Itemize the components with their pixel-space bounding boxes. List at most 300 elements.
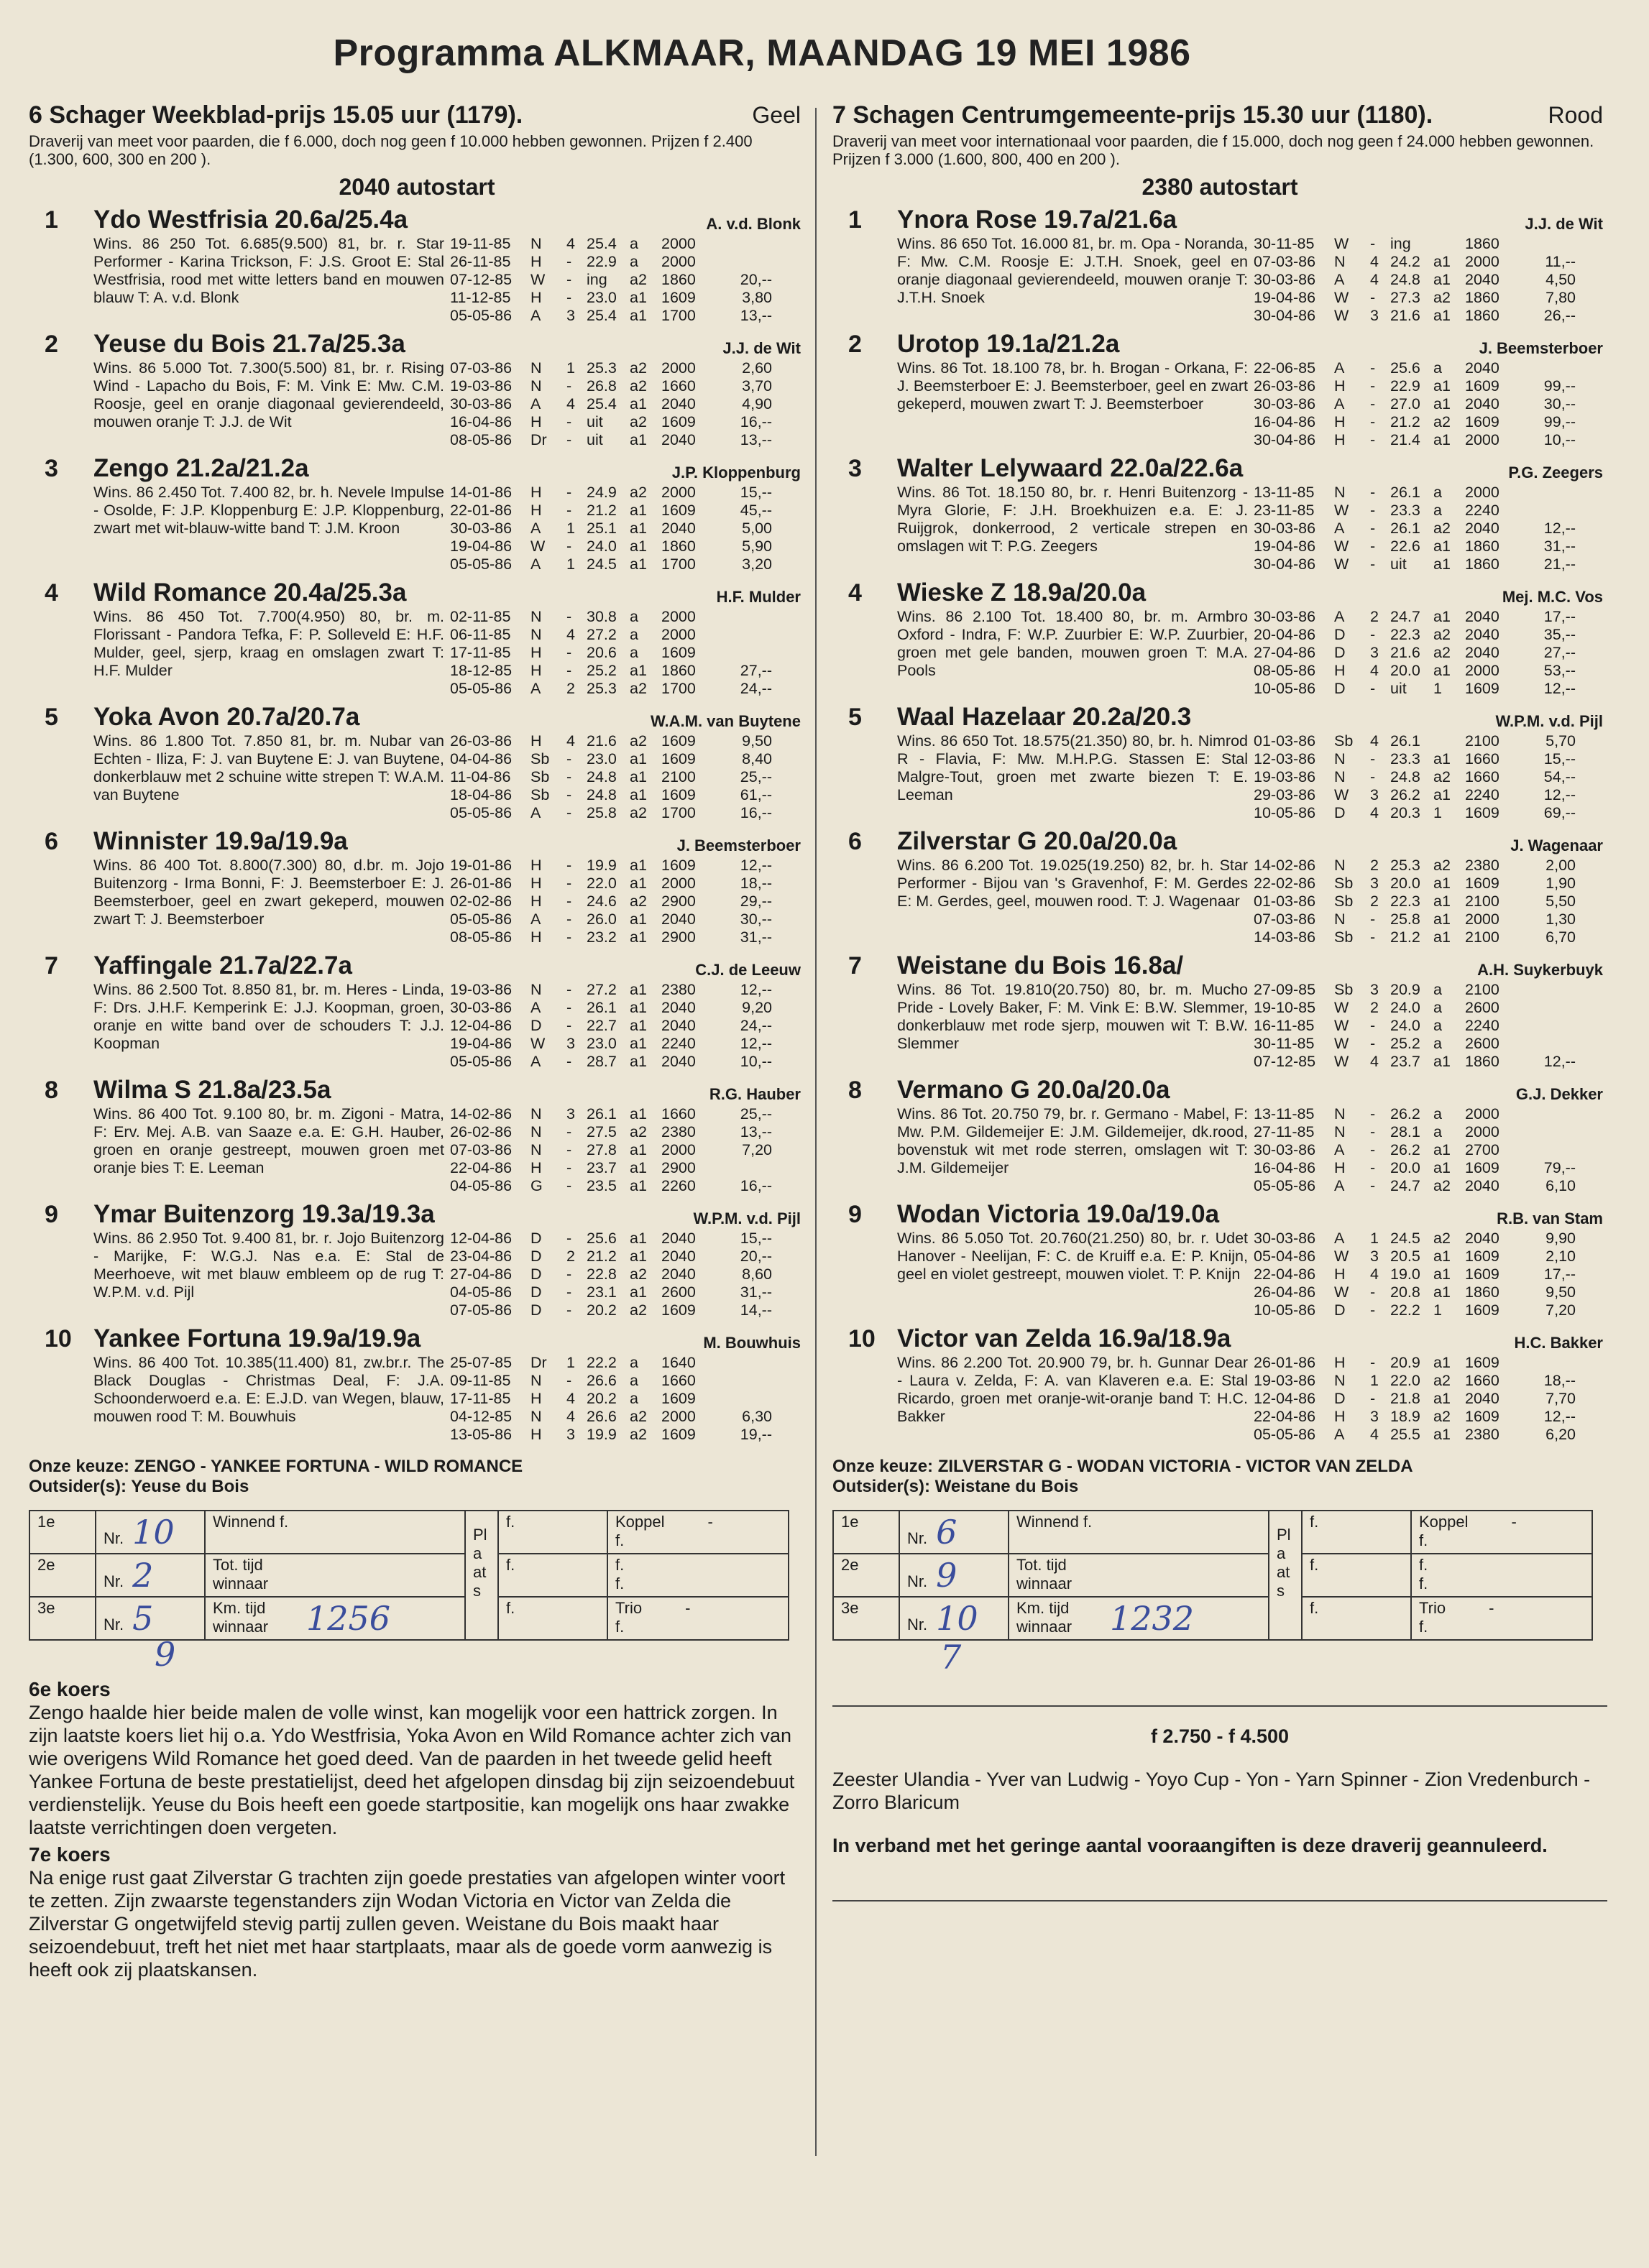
form-cell: - [1370,626,1376,643]
form-cell: - [566,431,572,448]
form-cell: - [1370,235,1376,252]
horse-form [450,484,805,573]
form-cell: a1 [630,1053,647,1070]
form-cell: 20.0 [1390,1159,1420,1176]
form-cell: 25.4 [587,307,617,324]
form-cell: N [1334,1123,1346,1140]
form-cell: 7,70 [1545,1390,1576,1407]
race-7-title: 7 Schagen Centrumgemeente-prijs 15.30 uur (1180). [832,101,1433,129]
form-cell: 04-05-86 [450,1177,513,1194]
form-row [1254,235,1607,253]
form-cell: a1 [1433,377,1451,395]
form-cell: - [566,750,572,767]
form-cell: A [1334,1177,1345,1194]
race-7-description: Draverij van meet voor internationaal voor paarden, die f 15.000, doch nog geen f 24.000 hebben gewonnen. Prijzen f 3.000 (1.600, 800, 400 en 200 ). [832,132,1594,168]
form-cell: a1 [1433,1283,1451,1301]
form-cell: - [566,271,572,288]
form-cell: 25.6 [1390,359,1420,377]
plaats-value-cell: f. [1302,1511,1411,1554]
form-cell: 2000 [661,875,696,892]
form-cell: a1 [630,307,647,324]
form-cell: 45,-- [740,502,772,519]
form-cell: 31,-- [740,928,772,946]
form-cell: 2 [566,1248,575,1265]
form-cell: N [530,608,542,625]
form-cell: 26.2 [1390,1141,1420,1158]
form-row [450,928,805,946]
nr-label: Nr. [104,1572,124,1590]
horse-entry [832,329,1607,449]
horse-trainer: W.P.M. v.d. Pijl [693,1209,801,1227]
handwritten-km-time: 1256 [306,1599,391,1638]
form-cell: 1609 [661,413,696,430]
form-cell: 16-04-86 [450,413,513,430]
form-row [450,235,805,253]
number-cell [96,1597,205,1640]
form-row [450,431,805,449]
form-cell: 19.0 [1390,1266,1420,1283]
form-cell: a1 [630,395,647,412]
form-cell: 30,-- [1543,395,1576,412]
form-cell: - [566,253,572,270]
form-cell: - [566,1123,572,1140]
form-cell: 1700 [661,556,696,573]
form-cell: - [1370,520,1376,537]
form-cell: 25.4 [587,235,617,252]
form-cell: a [1433,1105,1442,1123]
form-cell: 21.6 [1390,307,1420,324]
form-cell: 04-04-86 [450,750,513,767]
form-row [1254,1372,1607,1390]
form-cell: 4 [566,732,575,750]
form-cell: 2,10 [1545,1248,1576,1265]
form-cell: 23.0 [587,1035,617,1052]
horse-form [450,608,805,698]
form-cell: 31,-- [740,1283,772,1301]
handwritten-number: 10 [936,1599,978,1638]
form-cell: 17-11-85 [450,644,511,661]
form-cell: 30-03-86 [450,520,513,537]
form-cell: 23.5 [587,1177,617,1194]
form-cell: Sb [1334,928,1354,946]
form-cell: a1 [1433,556,1451,573]
horse-info: Wins. 86 Tot. 19.810(20.750) 80, br. m. Mucho Pride - Lovely Baker, F: M. Vink E: B.W. Slemmer, donkerblauw met rode sjerp, mouwen wit T: B.W. Slemmer [897,981,1248,1052]
form-cell: 20.3 [1390,804,1420,821]
form-cell: 4 [1370,732,1379,750]
form-cell: 30-03-86 [450,999,513,1016]
horse-name: Winnister 19.9a/19.9a [93,827,348,855]
form-cell: 1860 [1465,289,1499,306]
form-cell: 2,00 [1545,857,1576,874]
plaats-value-cell: f. [1302,1597,1411,1640]
race-6-choice: Onze keuze: ZENGO - YANKEE FORTUNA - WILD ROMANCE [29,1457,523,1476]
form-row [450,502,805,520]
horse-form [450,359,805,449]
form-cell: W [1334,235,1349,252]
horse-name: Yeuse du Bois 21.7a/25.3a [93,330,405,358]
form-cell: 1,30 [1545,911,1576,928]
form-cell: uit [1390,556,1407,573]
form-cell: 24.6 [587,893,617,910]
form-cell: W [530,271,546,288]
horse-details [897,608,1607,698]
form-cell: a2 [630,1266,647,1283]
form-cell: a1 [630,556,647,573]
form-cell: 2000 [661,626,696,643]
horse-number: 3 [848,455,862,482]
result-table [29,1510,789,1641]
horse-entry [832,826,1607,946]
form-cell: ing [1390,235,1411,252]
form-cell: 12,-- [740,981,772,998]
horse-form [450,1230,805,1319]
form-cell: 04-12-85 [450,1408,513,1425]
form-cell: a1 [630,911,647,928]
form-cell: 1860 [1465,538,1499,555]
form-row [1254,1141,1607,1159]
form-cell: 5,50 [1545,893,1576,910]
race-6-outsider: Outsider(s): Yeuse du Bois [29,1477,249,1496]
form-cell: 19-11-85 [450,235,511,252]
cancel-notice: In verband met het geringe aantal vooraangiften is deze draverij geannuleerd. [832,1835,1548,1856]
race-7-horse-list [832,205,1607,1444]
form-cell: 2 [566,680,575,697]
form-cell: 1609 [661,289,696,306]
form-cell: 21.4 [1390,431,1420,448]
form-row [450,999,805,1017]
bet-cell [1411,1597,1592,1640]
form-cell: D [530,1266,542,1283]
horse-form [450,1105,805,1195]
form-cell: a [630,1354,638,1371]
horse-trainer: G.J. Dekker [1515,1085,1603,1103]
form-cell [722,1390,772,1408]
form-cell: 1 [566,556,575,573]
form-row [1254,875,1607,893]
horse-details [897,1230,1607,1319]
form-cell: - [1370,289,1376,306]
form-row [450,307,805,325]
form-cell: 24.7 [1390,1177,1420,1194]
form-cell: 25.8 [1390,911,1420,928]
form-cell: 1 [1433,1301,1442,1319]
form-cell: 2600 [661,1283,696,1301]
form-cell: 30-03-86 [1254,608,1316,625]
form-cell: 22-04-86 [450,1159,513,1176]
form-cell: 1860 [1465,556,1499,573]
horse-trainer: Mej. M.C. Vos [1502,588,1603,606]
form-cell: 30-11-85 [1254,1035,1315,1052]
form-cell: 2040 [661,395,696,412]
form-row [1254,608,1607,626]
form-cell: 24.5 [1390,1230,1420,1247]
form-row [1254,1301,1607,1319]
horse-name: Zengo 21.2a/21.2a [93,454,309,482]
horse-details [897,732,1607,822]
form-cell: a1 [1433,1266,1451,1283]
bet-dash: - [685,1599,691,1617]
form-cell: 1609 [1465,804,1499,821]
form-cell: a1 [1433,1390,1451,1407]
bet-cell [1411,1554,1592,1597]
form-cell: 12,-- [1543,680,1576,697]
result-row [833,1511,1592,1554]
form-cell: a2 [630,1123,647,1140]
horse-trainer: R.G. Hauber [709,1085,801,1103]
horse-entry [832,205,1607,325]
form-cell: 01-03-86 [1254,893,1316,910]
form-cell: - [566,377,572,395]
form-cell: a1 [1433,395,1451,412]
form-cell: 24.2 [1390,253,1420,270]
form-cell: 6,20 [1545,1426,1576,1443]
form-cell: H [530,1159,542,1176]
form-row [1254,662,1607,680]
form-cell: a [1433,981,1442,998]
form-cell: - [566,1141,572,1158]
form-cell: 08-05-86 [450,928,513,946]
form-cell: 14-02-86 [450,1105,513,1123]
form-cell: a1 [1433,1159,1451,1176]
bet-cell [1411,1511,1592,1554]
form-cell [1525,359,1576,377]
form-cell: 2600 [1465,1035,1499,1052]
form-cell: uit [587,431,603,448]
form-cell [1525,981,1576,999]
form-row [1254,1105,1607,1123]
form-cell: 30,-- [740,911,772,928]
form-row [1254,804,1607,822]
form-cell: - [1370,911,1376,928]
form-row [1254,857,1607,875]
form-cell: a1 [1433,1354,1451,1371]
form-cell: 25.2 [1390,1035,1420,1052]
form-cell: H [530,644,542,661]
form-cell: N [1334,1105,1346,1123]
form-row [1254,644,1607,662]
form-row [450,520,805,538]
form-cell: 22.7 [587,1017,617,1034]
form-cell: 2040 [1465,1390,1499,1407]
form-cell: 26.1 [587,999,617,1016]
form-cell: - [566,502,572,519]
form-cell: H [1334,1408,1346,1425]
race-7-note: Na enige rust gaat Zilverstar G trachten zijn goede prestaties van afgelopen winter voort te zetten. Zijn zwaarste tegenstanders zijn Wodan Victoria en Victor van Zelda die Zilverstar G ongetwijfeld stevig partij zullen geven. Weistane du Bois maakt haar seizoendebuut, treft het niet met haar startplaats, maar als de goede vorm aanwezig is heeft ook zij plaatskansen. [29,1867,786,1981]
form-cell: 2040 [661,1248,696,1265]
form-cell: 2000 [1465,1123,1499,1140]
form-cell [1433,732,1465,750]
form-cell: Dr [530,431,547,448]
form-cell: 20.2 [587,1301,617,1319]
horse-trainer: M. Bouwhuis [703,1334,801,1352]
form-cell: a1 [1433,662,1451,679]
form-cell: 4 [1370,804,1379,821]
form-cell: 2100 [1465,893,1499,910]
form-cell: 30-03-86 [1254,520,1316,537]
form-cell: 2000 [661,253,696,270]
form-row [450,893,805,911]
form-cell: 17-11-85 [450,1390,511,1407]
label-cell [1009,1554,1269,1597]
form-cell: a1 [1433,608,1451,625]
form-cell: 2900 [661,928,696,946]
form-cell: 19-04-86 [450,538,513,555]
form-cell: - [566,1053,572,1070]
horse-number: 8 [45,1077,58,1104]
form-cell: a1 [1433,750,1451,767]
form-cell: Sb [1334,981,1354,998]
horse-info: Wins. 86 250 Tot. 6.685(9.500) 81, br. r. Star Performer - Karina Trickson, F: J.S. Groot E: Stal Westfrisia, rood met witte letters band en mouwen blauw T: A. v.d. Blonk [93,235,444,306]
form-cell: 25.1 [587,520,617,537]
form-cell: 3,70 [742,377,772,395]
form-cell: 19-03-86 [450,981,513,998]
form-cell: 22-02-86 [1254,875,1316,892]
form-cell: a2 [1433,289,1451,306]
horse-number: 6 [45,828,58,855]
form-cell: 11-12-85 [450,289,511,306]
form-row [1254,289,1607,307]
form-cell: 2000 [1465,431,1499,448]
horse-info: Wins. 86 2.200 Tot. 20.900 79, br. h. Gunnar Dear - Laura v. Zelda, F: A. van Klaveren e.a. E: Stal Ricardo, groen met oranje-wit-oranje band T: H.C. Bakker [897,1354,1248,1425]
form-cell: A [530,556,541,573]
form-cell: 16-04-86 [1254,413,1316,430]
horse-form [1254,484,1607,573]
form-cell: 1660 [661,1372,696,1389]
form-cell: a2 [630,484,647,501]
result-row [833,1597,1592,1640]
horse-number: 5 [848,704,862,731]
form-cell: uit [1390,680,1407,697]
form-cell: - [566,857,572,874]
form-cell: 2040 [661,520,696,537]
race-6-handwritten-extra: 9 [155,1635,176,1674]
form-cell: a2 [1433,644,1451,661]
form-cell: 22.9 [1390,377,1420,395]
form-cell [722,626,772,644]
form-cell: 07-03-86 [1254,911,1316,928]
form-cell: 12,-- [1543,1053,1576,1070]
form-row [1254,1283,1607,1301]
form-cell: 30.8 [587,608,617,625]
handwritten-number: 9 [936,1556,957,1595]
form-cell: a1 [1433,253,1451,270]
form-cell: 27-09-85 [1254,981,1316,998]
form-cell: - [1370,1354,1376,1371]
form-cell: N [530,981,542,998]
form-cell: 2 [1370,999,1379,1016]
form-row [1254,538,1607,556]
form-row [450,1426,805,1444]
horse-info: Wins. 86 2.100 Tot. 18.400 80, br. m. Armbro Oxford - Indra, F: W.P. Zuurbier E: W.P. Zuurbier, groen met gele banden, mouwen groen T: M.A. Pools [897,608,1248,679]
form-cell: 12-04-86 [1254,1390,1316,1407]
form-cell: 1609 [1465,413,1499,430]
horse-info: Wins. 86 2.500 Tot. 8.850 81, br. m. Heres - Linda, F: Drs. J.H.F. Kemperink E: J.J. Koopman, groen, oranje en witte band over de schouders T: J.J. Koopman [93,981,444,1052]
form-cell: A [1334,1426,1345,1443]
form-cell: 2000 [661,484,696,501]
race-6-distance: 2040 autostart [339,174,495,200]
horse-number: 10 [848,1325,876,1352]
form-cell: 26-01-86 [1254,1354,1316,1371]
form-cell: W [1334,1035,1349,1052]
form-cell: - [1370,538,1376,555]
form-cell: a [1433,484,1442,501]
form-cell: a1 [630,786,647,803]
form-cell: 2380 [1465,857,1499,874]
horse-details [93,732,805,822]
form-cell: 19-04-86 [450,1035,513,1052]
horse-info: Wins. 86 650 Tot. 16.000 81, br. m. Opa - Noranda, F: Mw. C.M. Roosje E: J.T.H. Snoek, geel en oranje diagonaal gevierendeeld, mouwen oranje T: J.T.H. Snoek [897,235,1248,306]
form-cell: 1,90 [1545,875,1576,892]
form-cell: 3 [1370,307,1379,324]
form-cell [1525,1123,1576,1141]
form-cell: G [530,1177,543,1194]
form-cell: 12,-- [1543,1408,1576,1425]
form-cell: 25.3 [1390,857,1420,874]
form-cell: 2 [1370,608,1379,625]
form-cell: ing [587,271,607,288]
form-cell: 22.0 [1390,1372,1420,1389]
horse-number: 4 [848,579,862,607]
form-cell: 1860 [1465,235,1499,252]
form-cell: D [1334,1390,1346,1407]
horse-details [897,1105,1607,1195]
form-cell: 13,-- [740,307,772,324]
form-cell: a2 [630,413,647,430]
form-cell: 1660 [1465,768,1499,785]
form-cell: 18-04-86 [450,786,513,803]
form-cell: D [530,1301,542,1319]
form-cell: 26-03-86 [450,732,513,750]
race-7-color: Rood [1548,102,1603,128]
plaats-value-cell: f. [1302,1554,1411,1597]
form-cell: 1609 [661,1301,696,1319]
form-cell: a2 [1433,857,1451,874]
form-cell: 1 [566,1354,575,1371]
form-cell: 30-04-86 [1254,556,1316,573]
form-cell: 1660 [661,377,696,395]
form-cell: 21.2 [1390,413,1420,430]
form-cell: 54,-- [1543,768,1576,785]
form-cell: 22.3 [1390,893,1420,910]
horse-trainer: W.P.M. v.d. Pijl [1495,712,1603,730]
horse-form [1254,1105,1607,1195]
horse-trainer: J. Beemsterboer [1479,339,1603,357]
form-cell: - [566,875,572,892]
form-cell: 12,-- [1543,520,1576,537]
form-cell: 05-05-86 [450,1053,513,1070]
form-cell: 4 [1370,662,1379,679]
form-cell: D [1334,626,1346,643]
form-cell: 3 [1370,1408,1379,1425]
label-cell [205,1511,465,1554]
form-cell: 2380 [661,1123,696,1140]
form-cell: 21.8 [1390,1390,1420,1407]
horse-form [450,732,805,822]
form-cell: 07-03-86 [450,359,513,377]
page-title: Programma ALKMAAR, MAANDAG 19 MEI 1986 [333,32,1191,74]
form-cell: 1860 [661,271,696,288]
form-row [450,626,805,644]
form-cell: 24.8 [1390,271,1420,288]
form-cell: 2040 [1465,626,1499,643]
form-cell: 16-11-85 [1254,1017,1315,1034]
form-cell: 3 [566,1426,575,1443]
form-cell: 2000 [661,359,696,377]
horse-number: 7 [848,952,862,979]
form-cell: 22.3 [1390,626,1420,643]
horse-entry [29,578,805,698]
form-cell: W [1334,999,1349,1016]
